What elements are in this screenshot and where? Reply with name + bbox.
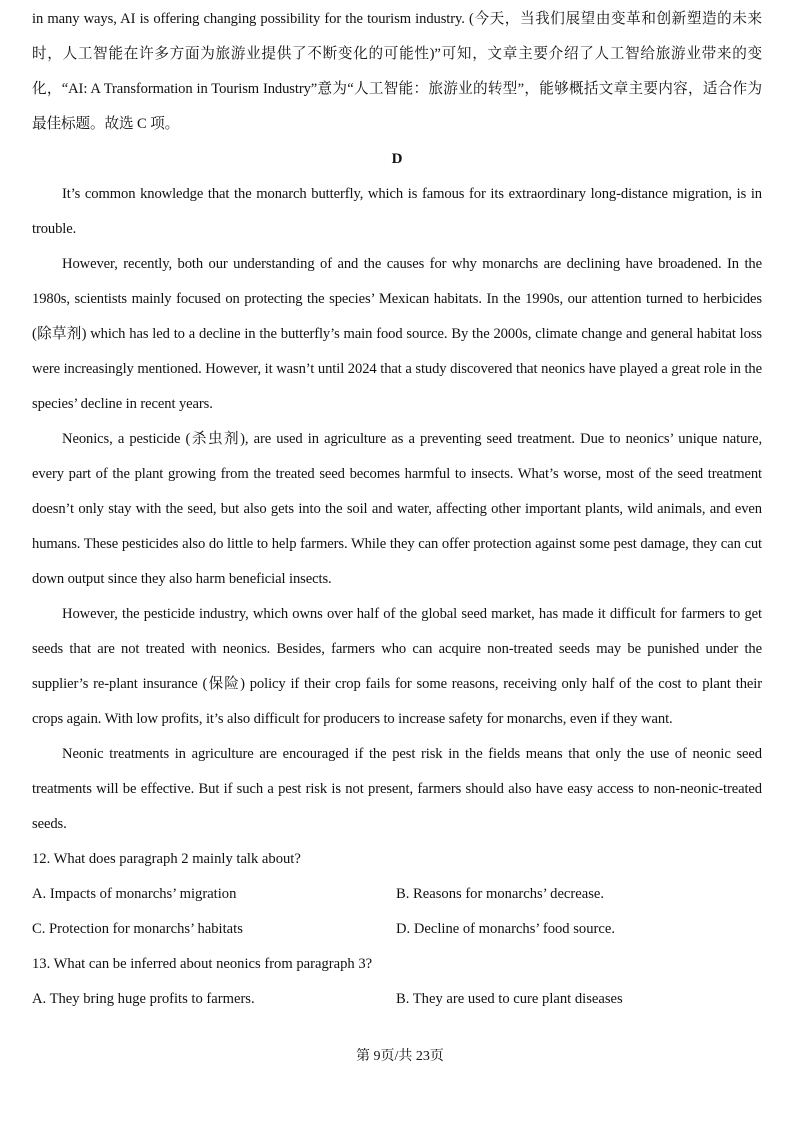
question-13-option-b: B. They are used to cure plant diseases xyxy=(396,991,623,1007)
question-12-options xyxy=(32,877,762,947)
passage-paragraph-5: Neonic treatments in agriculture are encouraged if the pest risk in the fields means that only the use of neonic seed treatments will be effective. But if such a pest risk is not present, farmers should also have easy access to non-neonic-treated seeds. xyxy=(32,746,762,832)
passage-paragraph-3: Neonics, a pesticide (杀虫剂), are used in agriculture as a preventing seed treatment. Due to neonics’ unique nature, every part of the plant growing from the treated seed becomes harmful to insects. What’s worse, most of the seed treatment doesn’t only stay with the seed, but also gets into the soil and water, affecting other important plants, wild animals, and even humans. These pesticides also do little to help farmers. While they can offer protection against some pest damage, they can cut down output since they also harm beneficial insects. xyxy=(32,431,762,587)
question-12-option-a: A. Impacts of monarchs’ migration xyxy=(32,886,237,902)
passage-paragraph-1: It’s common knowledge that the monarch butterfly, which is famous for its extraordinary long-distance migration, is in trouble. xyxy=(32,186,762,237)
question-13-stem: 13. What can be inferred about neonics from paragraph 3? xyxy=(32,956,373,972)
question-12-option-c: C. Protection for monarchs’ habitats xyxy=(32,921,243,937)
question-12-stem: 12. What does paragraph 2 mainly talk about? xyxy=(32,851,301,867)
question-12-option-b: B. Reasons for monarchs’ decrease. xyxy=(396,886,605,902)
question-12-option-d: D. Decline of monarchs’ food source. xyxy=(396,921,615,937)
question-13-option-a: A. They bring huge profits to farmers. xyxy=(32,991,255,1007)
passage-paragraph-4: However, the pesticide industry, which owns over half of the global seed market, has made it difficult for farmers to get seeds that are not treated with neonics. Besides, farmers who can acquire non-treated seeds may be punished under the supplier’s re-plant insurance (保险) policy if their crop fails for some reasons, receiving only half of the cost to plant their crops again. With low profits, it’s also difficult for producers to increase safety for monarchs, even if they want. xyxy=(32,606,762,727)
page-number-footer: 第 9页/共 23页 xyxy=(356,1049,444,1064)
section-heading: D xyxy=(391,151,403,167)
passage-paragraph-2: However, recently, both our understanding of and the causes for why monarchs are declining have broadened. In the 1980s, scientists mainly focused on protecting the species’ Mexican habitats. In the 1990s, our attention turned to herbicides (除草剂) which has led to a decline in the butterfly’s main food source. By the 2000s, climate change and general habitat loss were increasingly mentioned. However, it wasn’t until 2024 that a study discovered that neonics have played a great role in the species’ decline in recent years. xyxy=(32,256,762,412)
document-page xyxy=(32,2,762,1017)
intro-paragraph: in many ways, AI is offering changing possibility for the tourism industry. (今天，当我们展望由变革和创新塑造的未来时，人工智能在许多方面为旅游业提供了不断变化的可能性)”可知，文章主要介绍了人工智给旅游业带来的变化，“AI: A Transformation in Tourism Industry”意为“人工智能：旅游业的转型”，能够概括文章主要内容，适合作为最佳标题。故选 C 项。 xyxy=(32,11,762,132)
question-13-options xyxy=(32,982,762,1017)
